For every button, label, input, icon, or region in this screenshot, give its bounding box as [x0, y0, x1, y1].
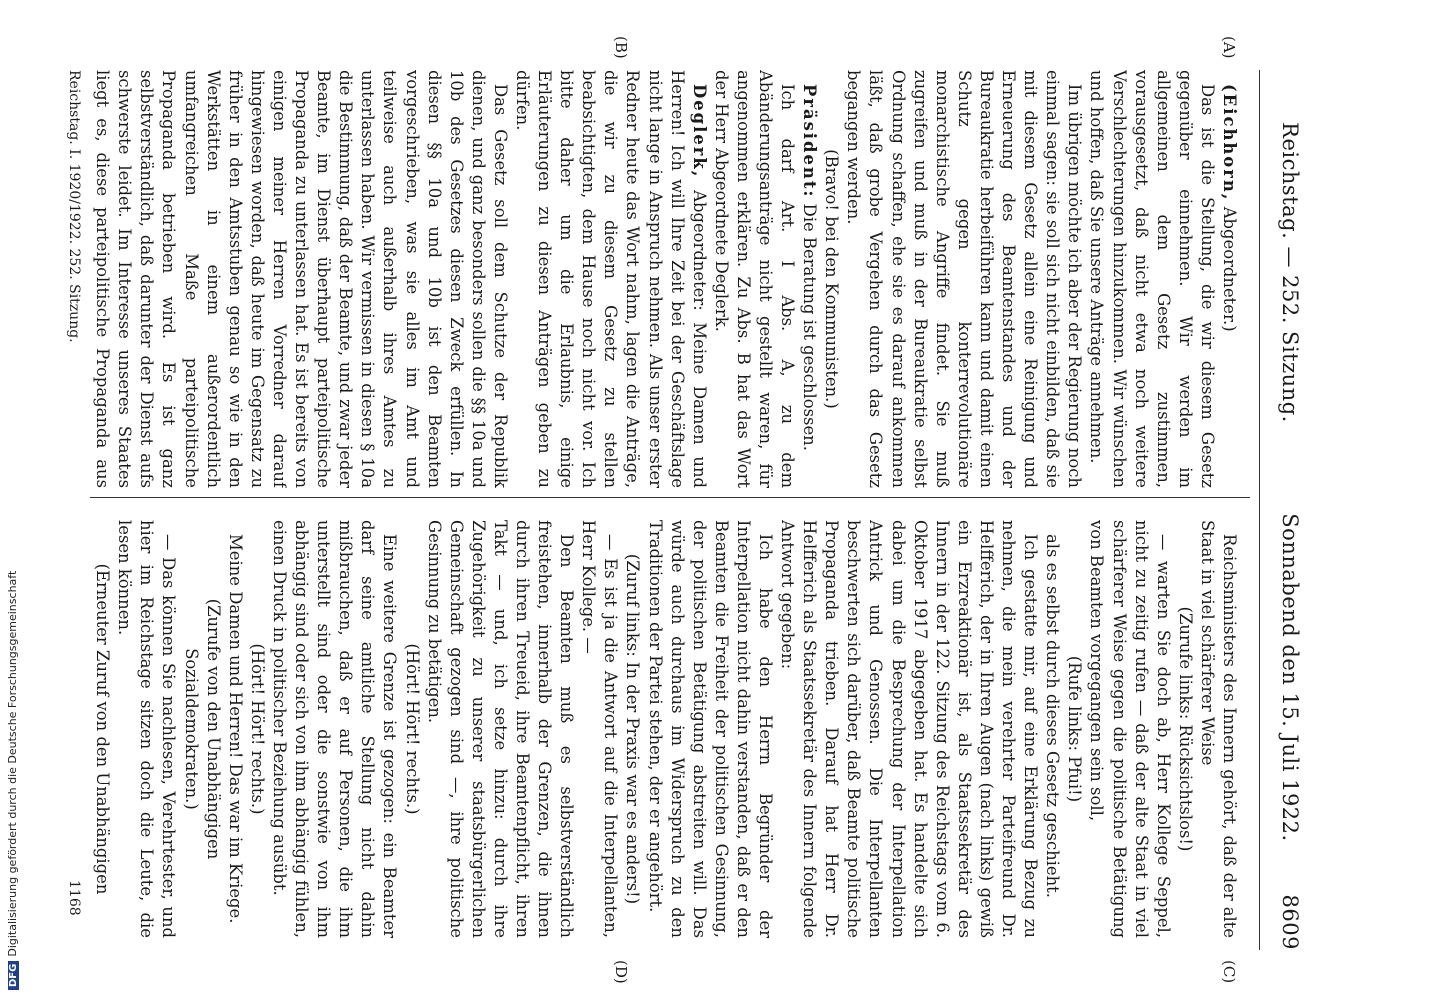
margin-mark-c: (C) — [1220, 960, 1238, 984]
footer-left: Reichstag. I. 1920/1922. 252. Sitzung. — [66, 70, 82, 343]
body-paragraph: Das Gesetz soll dem Schutze der Republik dienen, und ganz besonders sollen die §§ 10a und 10b des Gesetzes diesen Zweck erfüllen. In diesen §§ 10a und 10b ist den Beamten vorgeschrieben, was sie alles im Amt und teilweise auch außerhalb ihres Amtes zu unterlassen haben. Wir vermissen in diesen § 10a die Bestimmung, daß der Beamte, und zwar jeder Beamte, im Dienst überhaupt parteipolitische Propaganda zu unterlassen hat. Es ist bereits von einigen meiner Herren Vorredner darauf hingewiesen worden, daß heute im Gegensatz zu früher in den Amtsstuben genau so wie in den Werkstätten in einem außerordentlich umfangreichen Maße parteipolitische Propaganda betrieben wird. Es ist ganz selbstverständlich, daß darunter der Dienst aufs schwerste leidet. Im Interesse unseres Staates liegt es, diese parteipolitische Propaganda aus — [93, 70, 510, 488]
interjection: (Zurufe von den Unabhängigen Sozialdemokraten.) — [181, 598, 223, 860]
body-paragraph: Das ist die Stellung, die wir diesem Gesetz gegenüber einnehmen. Wir werden im allgemeinen dem Gesetz zustimmen, vorausgesetzt, daß nicht etwa noch weitere Verschlechterungen hinzukommen. Wir wünschen und hoffen, daß Sie unsere Anträge annehmen. — [1087, 70, 1217, 488]
speaker-paragraph — [1218, 70, 1240, 488]
body-paragraph: Eine weitere Grenze ist gezogen: ein Beamter darf seine amtliche Stellung nicht dahin mißbrauchen, daß er auf Personen, die ihm unterstellt sind oder die sonstwie von ihm abhängig sind oder sich von ihm abhängig fühlen, einen Druck in politischer Beziehung ausübt. — [269, 520, 400, 938]
speaker-paragraph — [798, 70, 820, 488]
speaker-name: Präsident: — [800, 84, 820, 199]
interjection: (Erneuter Zuruf von den Unabhängigen — [93, 563, 113, 895]
page-header — [1262, 70, 1302, 950]
speaker-paragraph — [511, 70, 710, 488]
body-paragraph: Meine Damen und Herren! Das war im Kriege. — [225, 534, 245, 924]
header-right-title: Sonnabend den 15. Juli 1922. — [1278, 513, 1302, 842]
body-paragraph: — Es ist ja die Antwort auf die Interpellanten, Herr Kollege. — — [579, 520, 621, 938]
dfg-logo: DFG — [8, 961, 19, 990]
speaker-name: Deglerk, — [689, 84, 709, 179]
body-paragraph: Im übrigen möchte ich aber der Regierung noch einmal sagen: sie soll sich nicht einbilden, daß sie mit diesem Gesetz allein eine Reinigung und Erneuerung des Beamtenstandes und der Bureaukratie herbeiführen kann und damit einen Schutz gegen konterrevolutionäre monarchistische Angriffe findet. Sie muß zugreifen und muß in der Bureaukratie selbst Ordnung schaffen, ehe sie es darauf ankommen läßt, daß grobe Vergehen durch das Gesetz begangen werden. — [844, 70, 1085, 488]
footer-page-number: 1168 — [66, 880, 82, 916]
speaker-text: Abgeordneter: Meine Damen und Herren! Ich will Ihre Zeit bei der Geschäftslage nicht lange in Anspruch nehmen. Als unser erster Redner heute das Wort nahm, lagen die Anträge, die wir zu diesem Gesetz zu stellen beabsichtigten, dem Hause noch nicht vor. Ich bitte daher um die Erlaubnis, einige Erläuterungen zu diesen Anträgen geben zu dürfen. — [513, 70, 709, 488]
interjection: (Bravo! bei den Kommunisten.) — [822, 149, 842, 409]
speaker-text: Abgeordneter.) — [1220, 201, 1239, 332]
interjection: (Zuruf links: In der Praxis war es anders!) — [623, 553, 643, 905]
body-paragraph: Ich gestatte mir, auf eine Erklärung Bezug zu nehmen, die mein verehrter Parteifreund Dr. Helfferich, der in Ihren Augen (nach links) gewiß ein Erzreaktionär ist, als Staatssekretär des Innern in der 122. Sitzung des Reichstags vom 6. Oktober 1917 abgegeben hat. Es handelte sich dabei um die Besprechung der Interpellation Antrick und Genossen. Die Interpellanten beschwerten sich darüber, daß Beamte politische Propaganda trieben. Darauf hat Herr Dr. Helfferich als Staatssekretär des Innern folgende Antwort gegeben: — [778, 520, 1041, 938]
right-text-column — [90, 520, 1240, 938]
margin-mark-a: (A) — [1220, 36, 1238, 59]
header-left-title: Reichstag. — 252. Sitzung. — [1278, 122, 1302, 423]
left-text-column — [90, 70, 1240, 488]
interjection: (Hört! Hört! rechts.) — [402, 643, 422, 815]
header-rule — [1259, 70, 1260, 950]
speaker-text: Die Beratung ist geschlossen. — [800, 198, 820, 451]
body-paragraph: Reichsministers des Innern gehört, daß der alte Staat in viel schärferer Weise — [1197, 520, 1239, 938]
body-paragraph: Den Beamten muß es selbstverständlich freistehen, innerhalb der Grenzen, die ihnen durch ihren Treueid, ihre Beamtenpflicht, ihren Takt — und, ich setze hinzu: durch ihre Zugehörigkeit zu unserer staatsbürgerlichen Gemeinschaft gezogen sind —, ihre politische Gesinnung zu betätigen. — [424, 520, 577, 938]
credit-text: Digitalisierung gefördert durch die Deutsche Forschungsgemeinschaft — [6, 570, 19, 957]
interjection: (Hört! Hört! rechts.) — [247, 643, 267, 815]
body-paragraph: Ich darf Art. I Abs. A, zu dem Abänderungsanträge nicht gestellt waren, für angenommen erklären. Zu Abs. B hat das Wort der Herr Abgeordnete Deglerk. — [711, 70, 798, 488]
body-paragraph: — Das können Sie nachlesen, Verehrtester, und hier im Reichstage sitzen doch die Leute, die lesen können. — [115, 520, 179, 938]
margin-mark-b: (B) — [612, 36, 630, 59]
body-paragraph: als es selbst durch dieses Gesetz geschieht. — [1043, 534, 1063, 898]
body-paragraph: Ich habe den Herrn Begründer der Interpellation nicht dahin verstanden, daß er den Beamten die Freiheit der politischen Gesinnung, der politischen Betätigung abstreiten will. Das würde auch durchaus im Widerspruch zu den Traditionen der Partei stehen, der er angehört. — [645, 520, 776, 938]
interjection: (Rufe links: Pfui!) — [1065, 655, 1085, 803]
margin-mark-d: (D) — [612, 960, 630, 984]
column-divider — [90, 497, 1250, 498]
speaker-name: (Eichhorn, — [1220, 84, 1239, 202]
body-paragraph: — warten Sie doch ab, Herr Kollege Seppel, nicht zu zeitig rufen — daß der alte Staat in viel schärferer Weise gegen die politische Betätigung von Beamten vorgegangen sein soll, — [1087, 520, 1173, 938]
interjection: (Zurufe links: Rücksichtslos!) — [1175, 606, 1195, 852]
header-page-number: 8609 — [1278, 894, 1302, 950]
digitization-credit — [6, 570, 20, 990]
